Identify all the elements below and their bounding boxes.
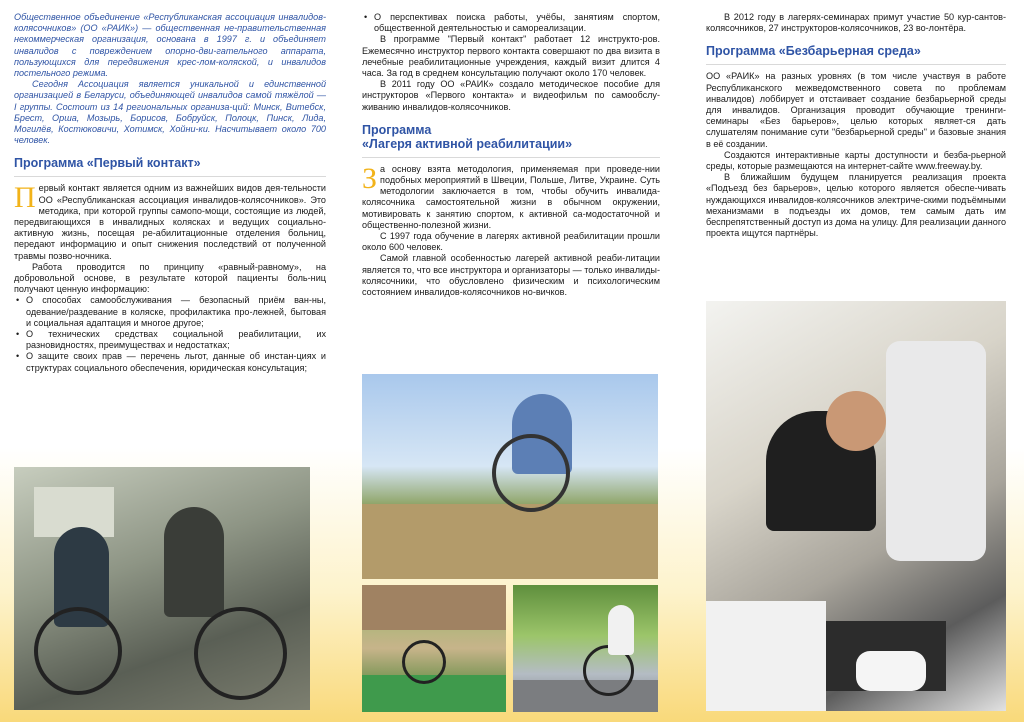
path-shape (513, 680, 658, 712)
paragraph: В ближайшим будущем планируется реализация проекта «Подъезд без барьеров», целью которого является обеспе-чивать нуждающихся инвалидов-колясочников электриче-скими подъёмными механизмами в подъезды их домов, тем самым дать им беспрепятственный доступ из дома на улицу. Для реализации данного проекта ищутся партнёры. (706, 172, 1006, 239)
building-shape (362, 585, 506, 630)
person-shape (164, 507, 224, 617)
lift-shape (886, 341, 986, 561)
intro-paragraph-2: Сегодня Ассоциация является уникальной и единственной организацией в Беларуси, объединяющей инвалидов самой тяжёлой — I группы. Состоит из 14 региональных организа-ций: Минск, Витебск, Брест, Орша, Мозырь, Борисов, Бобруйск, Полоцк, Пинск, Лида, Могилёв, Костюковичи, Хотимск, Хойни-ки. Насчитывает около 700 человек. (14, 79, 326, 146)
bullet-list (362, 12, 660, 34)
paragraph: В 2012 году в лагерях-семинарах примут участие 50 кур-сантов-колясочников, 27 инструкторов-колясочников, 23 во-лонтёра. (706, 12, 1006, 34)
heading-barrier-free: Программа «Безбарьерная среда» (706, 44, 921, 59)
paragraph: В 2011 году ОО «РАИК» создало методическое пособие для инструкторов «Первого контакта» и видеофильм по самообслу-живанию инвалидов-колясочников. (362, 79, 660, 112)
list-item: • О способах самообслуживания — безопасный приём ван-ны, одевание/раздевание в коляске, профилактика про-лежней, бытовая и социальная адаптация и многое другое; (26, 295, 326, 329)
divider (362, 157, 660, 158)
list-item: • О перспективах поиска работы, учёбы, занятиям спортом, общественной деятельностью и самореализации. (374, 12, 660, 34)
shoes-shape (856, 651, 926, 691)
divider (14, 176, 326, 177)
intro-paragraph: Общественное объединение «Республиканская ассоциация инвалидов-колясочников» (ОО «РАИК») — общественная не-правительственная некоммерческая организация, основана в 1997 г. и объединяет инвалидов с повреждением опорно-дви-гательного аппарата, пользующихся для передвижения крес-лом-коляской, и инвалидов постельного режима. (14, 12, 326, 79)
list-item: • О технических средствах социальной реабилитации, их разновидностях, преимуществах и недостатках; (26, 329, 326, 351)
paragraph (14, 183, 326, 261)
column-middle (362, 12, 660, 298)
person-shape (608, 605, 634, 655)
heading-first-contact: Программа «Первый контакт» (14, 156, 201, 171)
ramp-shape (362, 504, 658, 579)
wheel-shape (194, 607, 287, 700)
drop-cap: П (14, 181, 36, 215)
heading-line: Программа (362, 122, 432, 137)
divider (706, 64, 1006, 65)
wheel-shape (34, 607, 122, 695)
photo-stair-lift (706, 301, 1006, 711)
wheel-shape (402, 640, 446, 684)
heading-active-rehab (362, 123, 660, 151)
face-shape (826, 391, 886, 451)
paragraph: Создаются интерактивные карты доступности и безба-рьерной среды, которые размещаются на интернет-сайте www.freeway.by. (706, 149, 1006, 172)
paragraph: С 1997 года обучение в лагерях активной реабилитации прошли около 600 человек. (362, 231, 660, 253)
photo-ramp-training (362, 374, 658, 579)
photo-hospital-visit (14, 467, 310, 710)
column-right (706, 12, 1006, 239)
list-item: • О защите своих прав — перечень льгот, данные об инстан-циях и структурах социального обеспечения, юридическая консультация; (26, 351, 326, 373)
paragraph: Самой главной особенностью лагерей активной реаби-литации является то, что все инструктора и организаторы — только инвалиды-колясочники, что обусловлено физическим и психологическим состоянием инвалидов-колясочников но-вичков. (362, 253, 660, 298)
stairs-shape (706, 601, 826, 711)
column-left (14, 12, 326, 374)
wheel-shape (492, 434, 570, 512)
photo-camp-group (362, 585, 506, 712)
drop-cap: З (362, 161, 378, 195)
paragraph: ОО «РАИК» на разных уровнях (в том числе участвуя в работе Республиканского межведомственного совета по проблемам инвалидов) лоббирует и отстаивает создание безбарьерной среды для инвалидов. Организация проводит обучающие тренинги-семинары «Без барьеров», целью которых являет-ся дать слушателям понимание сути "безбарьерной среды" и базовые знания в её создании. (706, 71, 1006, 149)
paragraph-text: а основу взята методология, применяемая при проведе-нии подобных мероприятий в Швеции, Польше, Литве, Украине. Суть методологии заключается в том, чтобы обучить инвалида-колясочника самостоятельной жизни в обычном окружении, мотивировать к занятию спортом, к активной са-модостаточной и общественно-полезной жизни. (362, 163, 660, 230)
paragraph-text: ервый контакт является одним из важнейших видов дея-тельности ОО «Республиканская ассоциация инвалидов-колясочников». Это методика, при которой группы самопо-мощи, состоящие из людей, передвигающихся в инвалидных колясках и ведущих социально-активную жизнь, посещая ре-абилитационные отделения больниц, передают информацию и опыт снижения последствий от полученной травмы позво-ночника. (14, 183, 326, 261)
photo-outdoor-exercise (513, 585, 658, 712)
heading-line: «Лагеря активной реабилитации» (362, 136, 573, 151)
bullet-list (14, 295, 326, 373)
paragraph (362, 161, 660, 231)
paragraph: Работа проводится по принципу «равный-равному», на добровольной основе, в результате которой пациенты боль-ниц получают ценную информацию: (14, 261, 326, 295)
paragraph: В программе "Первый контакт" работает 12 инструкто-ров. Ежемесячно инструктор первого контакта совершают по два визита в лечебные реабилитационные учреждения, каждый визит длится 4 часа. За год в среднем консультацию получают около 170 человек. (362, 34, 660, 79)
